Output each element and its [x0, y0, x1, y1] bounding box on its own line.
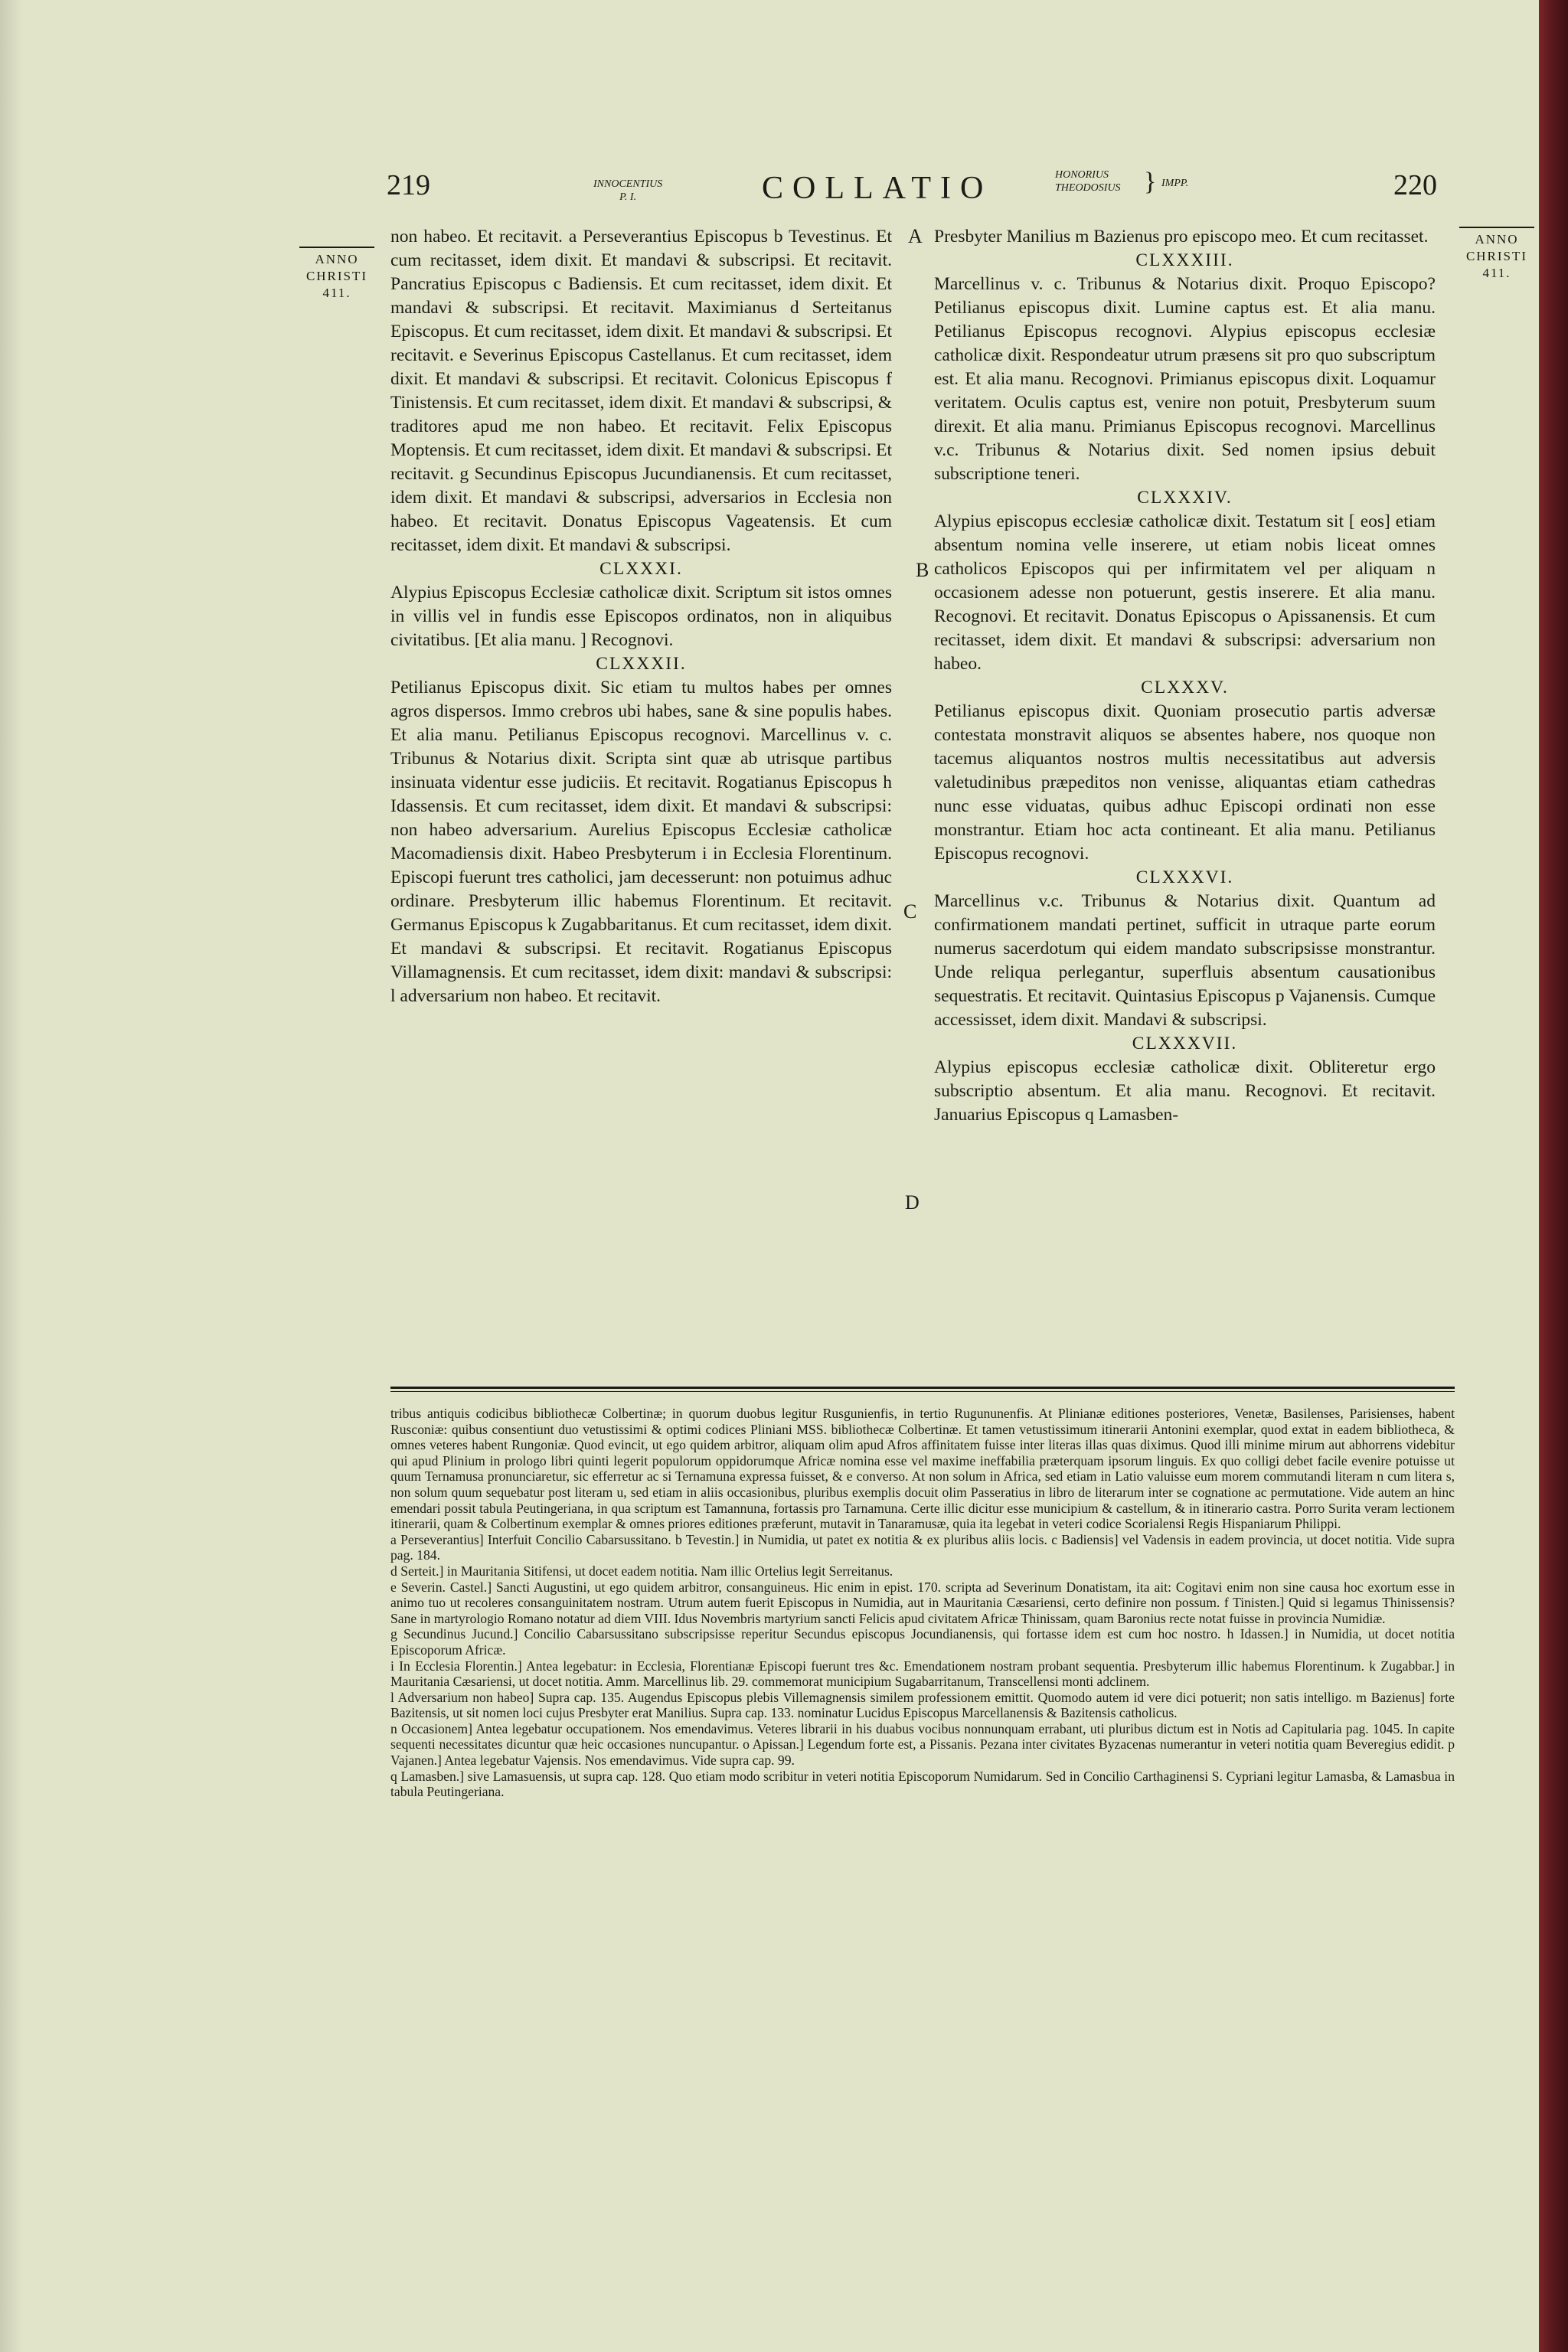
page-gutter — [0, 0, 23, 2352]
chapter-heading: CLXXXI. — [599, 559, 683, 579]
text-column-right — [934, 225, 1436, 1127]
footnote: e Severin. Castel.] Sancti Augustini, ut ego quidem arbitror, consanguineus. Hic enim in epist. 170. scripta ad Severinum Donatistam, ita ait: Cogitavi enim non sine causa hoc exortum esse in animo tuo ut recoleres consanguinitatem nostram. Utrum autem fuerit Episcopus in Numidia, aut in Mauritania Cæsariensi, certo definire non possum. f Tinisten.] Quid si legamus Thinissensis? Sane in martyrologio Romano notatur ad diem VIII. Idus Novembris martyrium sancti Felicis apud civitatem Africæ Thinissam, quam Baronius recte notat fuisse in provincia Numidiæ. — [390, 1579, 1455, 1626]
chapter-heading: CLXXXVI. — [1135, 867, 1234, 887]
footnote: a Perseverantius] Interfuit Concilio Cabarsussitano. b Tevestin.] in Numidia, ut patet ex notitia & ex pluribus aliis locis. c Badiensis] vel Vadensis in eadem provincia, ut docet notitia. Vide supra pag. 184. — [390, 1531, 1455, 1563]
paragraph: Petilianus Episcopus dixit. Sic etiam tu multos habes per omnes agros dispersos. Immo crebros ubi habes, sane & sine populis habes. Et alia manu. Petilianus Episcopus recognovi. Marcellinus v. c. Tribunus & Notarius dixit. Scripta sint quæ ab utrisque partibus insinuata videntur esse judiciis. Et recitavit. Rogatianus Episcopus h Idassensis. Et cum recitasset, idem dixit. Et mandavi & subscripsi: non habeo adversarium. Aurelius Episcopus Ecclesiæ catholicæ Macomadiensis dixit. Habeo Presbyterum i in Ecclesia Florentinum. Episcopi fuerunt tres catholici, jam decesserunt: non potuimus adhuc ordinare. Presbyterum illic habemus Florentinum. Et recitavit. Germanus Episcopus k Zugabbaritanus. Et cum recitasset, idem dixit. Et mandavi & subscripsi. Et recitavit. Rogatianus Episcopus Villamagnensis. Et cum recitasset, idem dixit: mandavi & subscripsi: l adversarium non habeo. Et recitavit. — [390, 678, 892, 1006]
margin-note-line: ANNO — [315, 252, 359, 266]
page-number-right: 220 — [1393, 169, 1437, 201]
paragraph: Marcellinus v. c. Tribunus & Notarius dixit. Proquo Episcopo? Petilianus episcopus dixit. Lumine captus est. Et alia manu. Petilianus Episcopus recognovi. Alypius episcopus ecclesiæ catholicæ dixit. Respondeatur utrum præsens sit pro quo subscriptum est. Et alia manu. Recognovi. Primianus episcopus dixit. Loquamur veritatem. Oculis captus est, venire non potuit, Presbyterum suum direxit. Et alia manu. Primianus Episcopus recognovi. Marcellinus v.c. Tribunus & Notarius dixit. Sed nomen ipsius debuit subscriptione teneri. — [934, 274, 1436, 484]
footnote: g Secundinus Jucund.] Concilio Cabarsussitano subscripsisse reperitur Secundus episcopus Jocundianensis, qui fortasse idem est cum hoc nostro. h Idassen.] in Numidia, ut docet notitia Episcoporum Africæ. — [390, 1626, 1455, 1658]
paragraph: non habeo. Et recitavit. a Perseverantius Episcopus b Tevestinus. Et cum recitasset, idem dixit. Et mandavi & subscripsi. Et recitavit. Pancratius Episcopus c Badiensis. Et cum recitasset, idem dixit. Et mandavi & subscripsi. Et recitavit. Maximianus d Serteitanus Episcopus. Et cum recitasset, idem dixit. Et mandavi & subscripsi. Et recitavit. e Severinus Episcopus Castellanus. Et cum recitasset, idem dixit. Et mandavi & subscripsi. Et recitavit. Colonicus Episcopus f Tinistensis. Et cum recitasset, idem dixit. Et mandavi & subscripsi, & traditores apud me non habeo. Et recitavit. Felix Episcopus Moptensis. Et cum recitasset, idem dixit. Et mandavi & subscripsi. Et recitavit. g Secundinus Episcopus Jucundianensis. Et cum recitasset, idem dixit. Et mandavi & subscripsi, adversarios in Ecclesia non habeo. Et recitavit. Donatus Episcopus Vageatensis. Et cum recitasset, idem dixit. Et mandavi & subscripsi. — [390, 227, 892, 555]
margin-note-rule — [299, 247, 374, 248]
paragraph: Presbyter Manilius m Bazienus pro episcopo meo. Et cum recitasset. — [934, 227, 1429, 247]
margin-note-line: CHRISTI — [305, 269, 368, 283]
running-head-left — [593, 178, 662, 204]
margin-note-line: CHRISTI — [1465, 249, 1528, 263]
running-head-right — [1055, 168, 1121, 194]
paragraph: Marcellinus v.c. Tribunus & Notarius dixit. Quantum ad confirmationem mandati pertinet, sufficit in utraque parte eorum numerus sacerdotum qui eidem mandato subscripsisse monstrantur. Unde reliqua perlegantur, superfluis absentum causationibus sequestratis. Et recitavit. Quintasius Episcopus p Vajanensis. Cumque accessisset, idem dixit. Mandavi & subscripsi. — [934, 891, 1436, 1030]
footnote-rule-thin — [390, 1391, 1455, 1392]
text-column-left — [390, 225, 892, 1008]
margin-note-right — [1455, 227, 1539, 282]
chapter-heading: CLXXXII. — [596, 654, 687, 674]
running-title: COLLATIO — [762, 171, 993, 206]
section-marker-c: C — [903, 900, 917, 923]
margin-note-line: ANNO — [1475, 232, 1519, 247]
footnote: d Serteit.] in Mauritania Sitifensi, ut docet eadem notitia. Nam illic Ortelius legit Serreitanus. — [390, 1563, 893, 1579]
section-marker-b: B — [916, 559, 929, 581]
paragraph: Alypius episcopus ecclesiæ catholicæ dixit. Testatum sit [ eos] etiam absentum nomina velle inserere, ut etiam nobis liceat omnes catholicos Episcopos qui per infirmitatem vel per aliquam n occasionem adesse non potuerunt, gestis inserere. Et alia manu. Recognovi. Et recitavit. Donatus Episcopus o Apissanensis. Et cum recitasset, idem dixit. Et mandavi & subscripsi: adversarium non habeo. — [934, 511, 1436, 674]
running-head-imp: IMPP. — [1161, 178, 1189, 189]
book-fore-edge — [1539, 0, 1568, 2352]
chapter-heading: CLXXXVII. — [1132, 1034, 1238, 1054]
paragraph: Petilianus episcopus dixit. Quoniam prosecutio partis adversæ contestata monstravit aliquos se absentes habere, nos quoque non tacemus aliquantos nostros multis necessitatibus aut adversis valetudinibus præpeditos non venisse, aliquantas etiam cathedras nunc esse viduatas, quibus adhuc Episcopi ordinati non esse monstrantur. Etiam hoc acta contineant. Et alia manu. Petilianus Episcopus recognovi. — [934, 701, 1436, 864]
margin-note-rule — [1459, 227, 1534, 228]
footnote-rule — [390, 1387, 1455, 1389]
paragraph: Alypius episcopus ecclesiæ catholicæ dixit. Obliteretur ergo subscriptio absentum. Et alia manu. Recognovi. Et recitavit. Januarius Episcopus q Lamasben- — [934, 1057, 1436, 1125]
footnote: i In Ecclesia Florentin.] Antea legebatur: in Ecclesia, Florentianæ Episcopi fuerunt tres &c. Emendationem nostram probant sequentia. Presbyterum illic habemus Florentinum. k Zugabbar.] in Mauritania Cæsariensi, ut docet notitia. Amm. Marcellinus lib. 29. commemorat municipium Sugabarritanum, Transcellensi monti adclinem. — [390, 1658, 1455, 1690]
paragraph: Alypius Episcopus Ecclesiæ catholicæ dixit. Scriptum sit istos omnes in villis vel in fundis esse Episcopos ordinatos, non in aliquibus civitatibus. [Et alia manu. ] Recognovi. — [390, 583, 892, 650]
margin-note-line: 411. — [322, 286, 351, 300]
running-head-left-line: P. I. — [619, 191, 637, 203]
running-head-right-line: THEODOSIUS — [1055, 182, 1121, 194]
margin-note-line: 411. — [1482, 266, 1511, 280]
running-head-brace: } — [1144, 168, 1157, 196]
footnotes — [390, 1406, 1455, 1800]
running-head-left-line: INNOCENTIUS — [593, 178, 663, 190]
footnote: q Lamasben.] sive Lamasuensis, ut supra cap. 128. Quo etiam modo scribitur in veteri notitia Episcoporum Numidarum. Sed in Concilio Carthaginensi S. Cypriani legitur Lamasba, & Lamasbua in tabula Peutingeriana. — [390, 1768, 1455, 1800]
margin-note-left — [295, 247, 379, 302]
chapter-heading: CLXXXV. — [1141, 678, 1229, 697]
chapter-heading: CLXXXIV. — [1137, 488, 1233, 508]
footnote: n Occasionem] Antea legebatur occupationem. Nos emendavimus. Veteres librarii in his duabus vocibus nonnunquam errabant, uti pluribus dictum est in Notis ad Capitularia pag. 1045. In capite sequenti necessitates dicuntur quæ heic occasiones nuncupantur. o Apissan.] Legendum forte est, a Pissanis. Pezana inter civitates Byzacenas numerantur in veteri notitia quam Beveregius edidit. p Vajanen.] Antea legebatur Vajensis. Nos emendavimus. Vide supra cap. 99. — [390, 1720, 1455, 1769]
chapter-heading: CLXXXIII. — [1135, 250, 1234, 270]
footnote: l Adversarium non habeo] Supra cap. 135. Augendus Episcopus plebis Villemagnensis similem professionem emittit. Quomodo autem id vere dici potuerit; non satis intelligo. m Bazienus] forte Bazitensis, ut sit nomen loci cujus Presbyter erat Manilius. Supra cap. 133. nominatur Lucidus Episcopus Marcellanensis & Bazitensis catholicus. — [390, 1689, 1455, 1721]
page-number-left: 219 — [387, 169, 430, 201]
footnote: tribus antiquis codicibus bibliothecæ Colbertinæ; in quorum duobus legitur Rusgunienfis, in tertio Rugununenfis. At Plinianæ editiones posteriores, Venetæ, Basilenses, Parisienses, habent Rusconiæ: quibus consentiunt duo vetustissimi & optimi codices Pliniani MSS. bibliothecæ Colbertinæ. Et tamen vetustissimum itinerarii Antonini exemplar, quod extat in eadem bibliotheca, & omnes veteres habent Rungoniæ. Quod evincit, ut ego quidem arbitror, aliquam olim apud Afros affinitatem fuisse inter literas illas quas diximus. Quod illi minime mirum aut abhorrens videbitur qui apud Plinium in prologo libri quinti legerit populorum oppidorumque Africæ nomina esse vel maxime ineffabilia præterquam ipsorum linguis. Ex quo colligi debet facile evenire potuisse ut quum Ternamusa pronunciaretur, sic efferretur ac si Ternamuna expressa fuisset, & e converso. At non solum in Africa, sed etiam in Latio valuisse eum morem commutandi literam n cum litera s, non solum quum sequebatur post literam u, sed etiam in aliis occasionibus, pluribus exemplis docuit olim Passeratius in libro de literarum inter se cognatione ac permutatione. Vide autem an hinc emendari possit tabula Peutingeriana, in qua scriptum est Tamannuna, fortassis pro Tarnamuna. Certe illic dicitur esse municipium & castellum, & in itinerario castra. Porro Surita veram lectionem itinerarii, quam & Colbertinum exemplar & omnes priores editiones præferunt, mutavit in Tanaramusæ, quia ita legebat in veteri codice Scorialensi Regis Hispaniarum Philippi. — [390, 1406, 1455, 1532]
running-head-right-line: HONORIUS — [1055, 169, 1109, 181]
section-marker-d: D — [905, 1191, 920, 1214]
section-marker-a: A — [908, 225, 923, 247]
